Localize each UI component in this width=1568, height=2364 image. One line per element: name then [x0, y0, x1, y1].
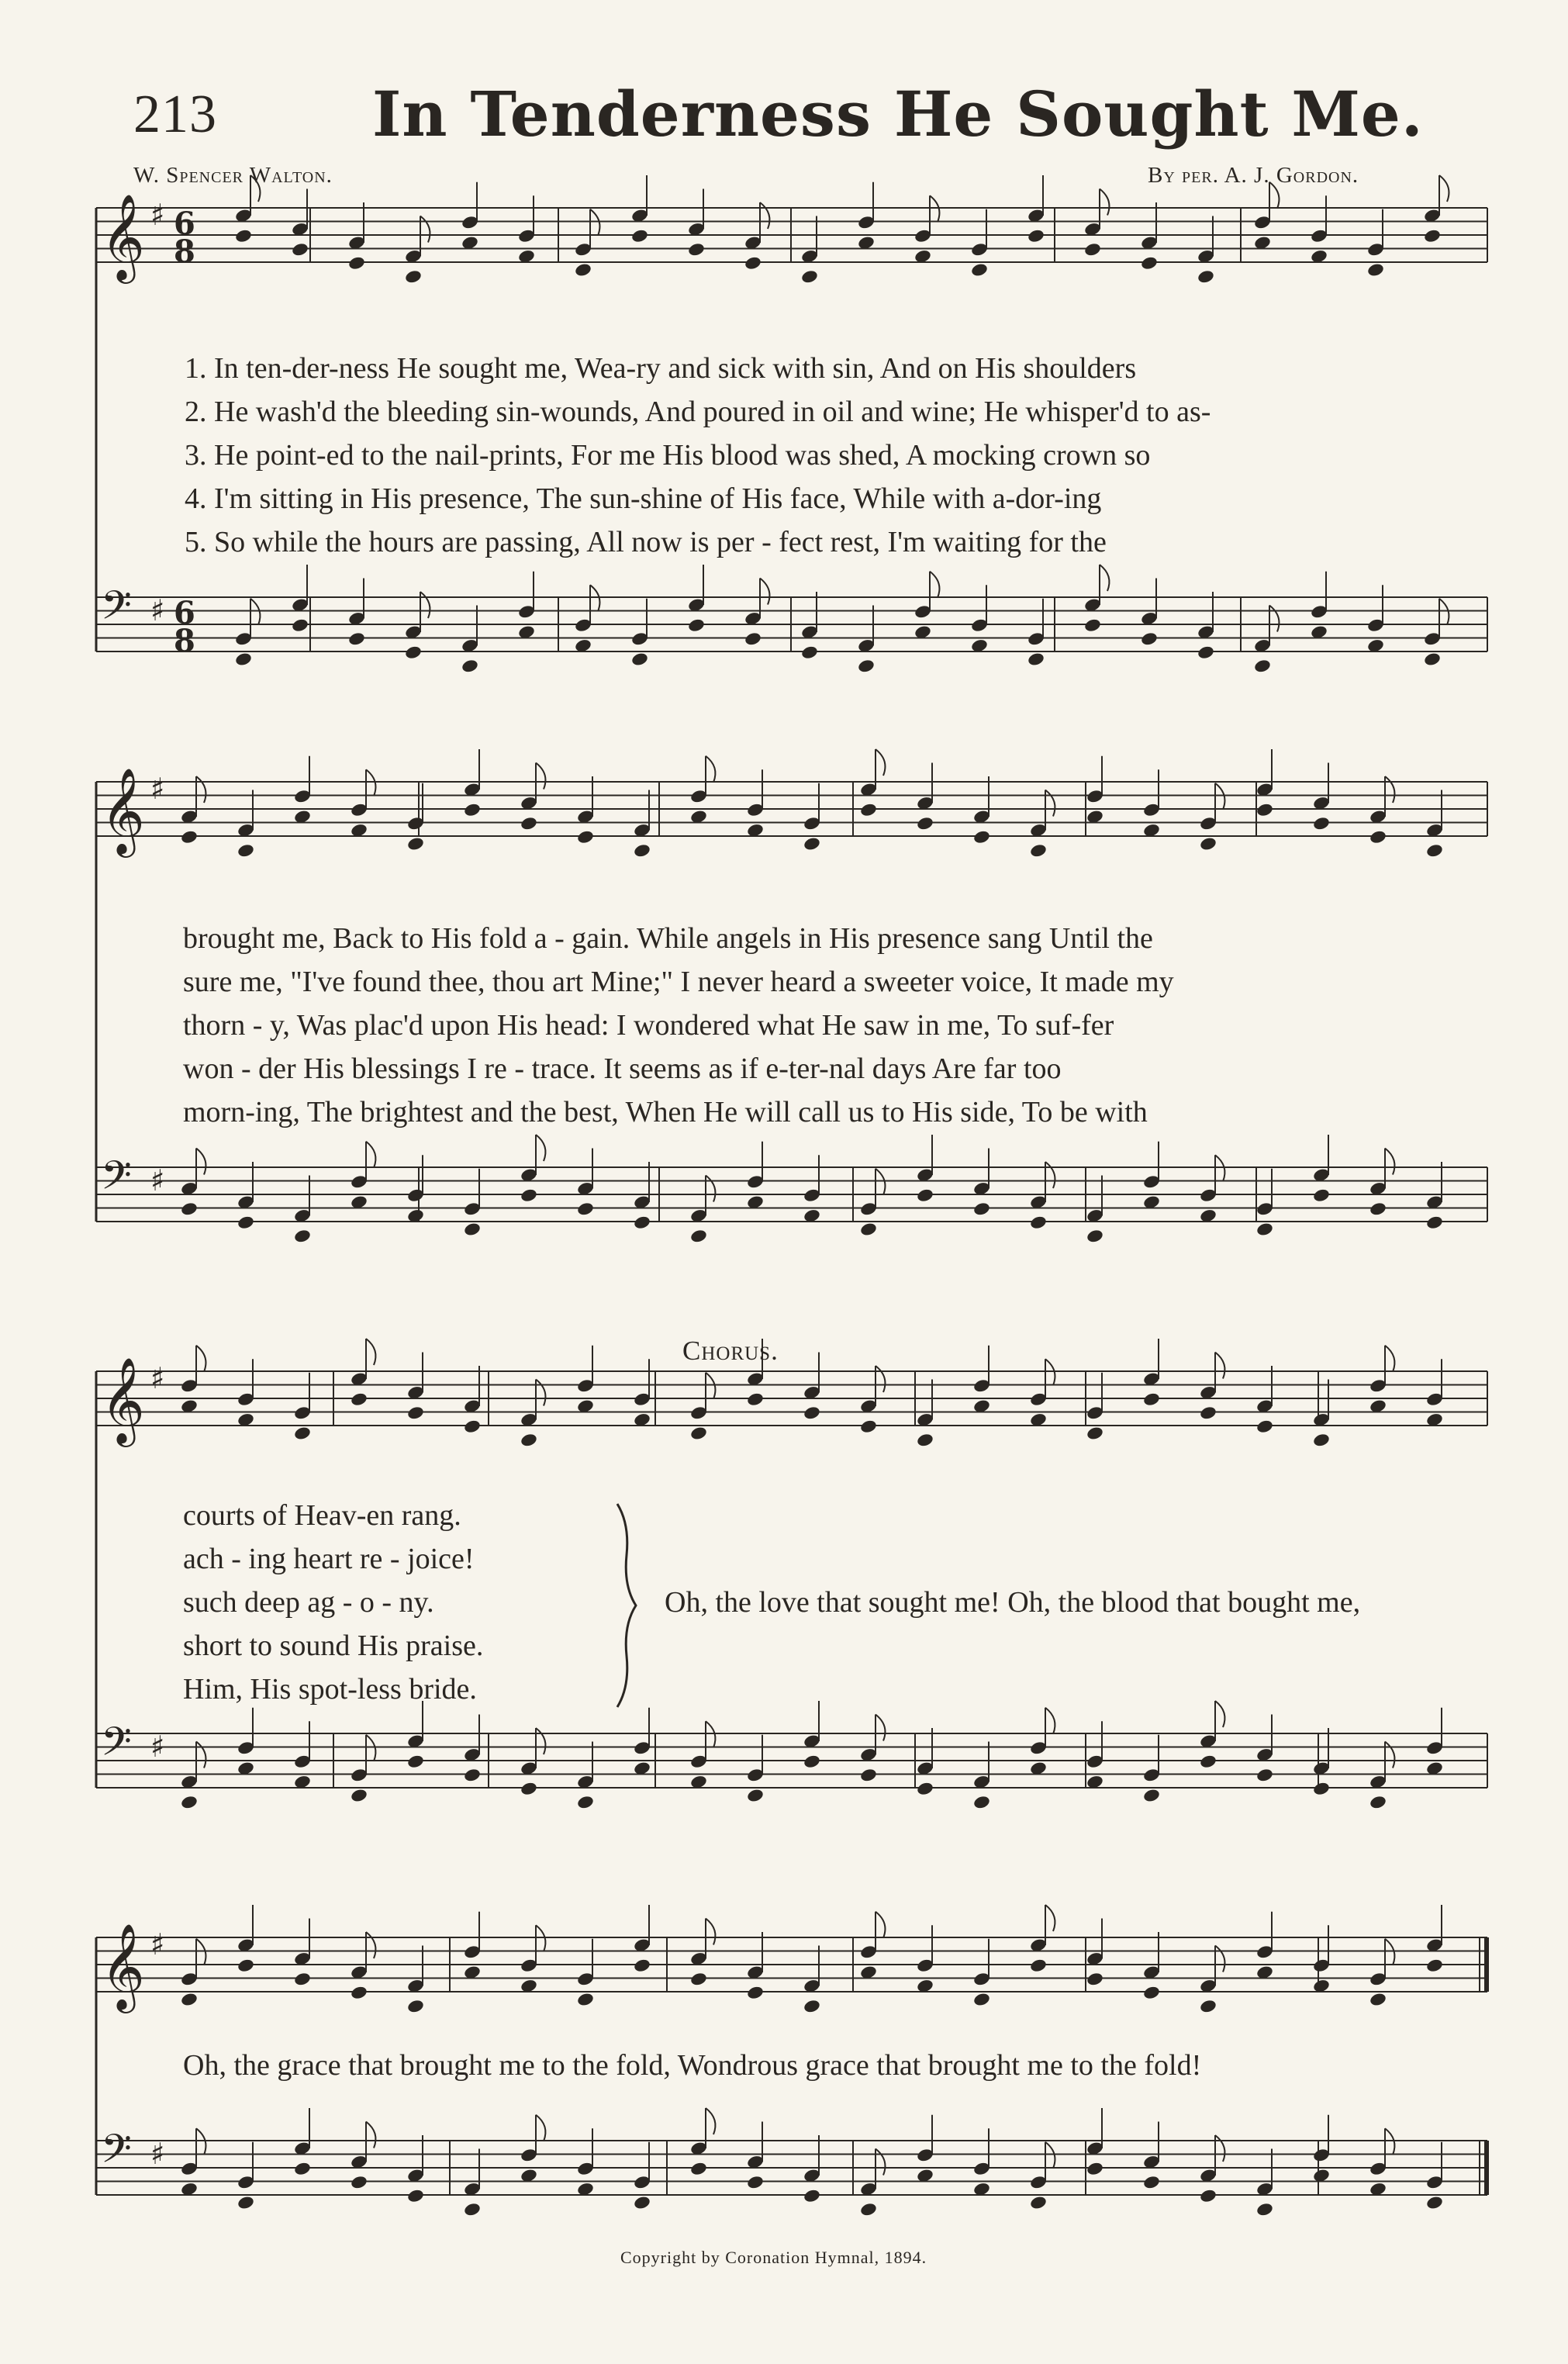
hymn-title: In Tenderness He Sought Me.: [372, 78, 1424, 150]
note-head: [1369, 1795, 1387, 1810]
lyric-verse-5-line-1: 5. So while the hours are passing, All now is per - fect rest, I'm waiting for the: [185, 526, 1107, 558]
note-head: [916, 1187, 934, 1203]
treble-clef-icon: 𝄞: [101, 1923, 145, 2010]
note-head: [350, 1985, 368, 2000]
lyric-verse-1-line-1: 1. In ten-der-ness He sought me, Wea-ry and sick with sin, And on His shoulders: [185, 352, 1137, 385]
note-flag: [1439, 599, 1449, 625]
note-head: [1029, 843, 1048, 859]
note-head: [1423, 651, 1442, 667]
note-head: [404, 645, 423, 660]
note-head: [633, 2195, 651, 2210]
note-flag: [196, 1346, 205, 1372]
note-head: [1255, 1222, 1274, 1237]
note-flag: [760, 202, 769, 229]
note-head: [234, 228, 253, 244]
note-head: [746, 1788, 765, 1803]
note-flag: [930, 572, 939, 598]
note-head: [1197, 645, 1215, 660]
note-head: [576, 829, 595, 845]
note-flag: [1215, 2135, 1224, 2162]
note-flag: [366, 769, 375, 796]
note-head: [520, 1781, 538, 1796]
note-head: [744, 255, 762, 271]
note-head: [1199, 1999, 1217, 2014]
note-head: [1425, 2195, 1444, 2210]
lyric-verse-5-line-2: morn-ing, The brightest and the best, When He will call us to His side, To be with: [183, 1096, 1148, 1128]
note-head: [1027, 228, 1045, 244]
note-head: [347, 631, 366, 647]
note-head: [350, 1788, 368, 1803]
note-flag: [1100, 189, 1109, 216]
note-head: [803, 1999, 821, 2014]
note-flag: [366, 1339, 375, 1365]
note-head: [744, 631, 762, 647]
lyric-verse-2-line-2: sure me, "I've found thee, thou art Mine;" I never heard a sweeter voice, It made my: [183, 966, 1174, 998]
note-head: [406, 1754, 425, 1769]
note-head: [293, 1229, 312, 1244]
note-head: [1142, 1985, 1161, 2000]
note-head: [1366, 262, 1385, 278]
time-signature-denominator: 8: [174, 233, 195, 270]
note-head: [859, 1768, 878, 1783]
lyric-verse-5-line-3: Him, His spot-less bride.: [183, 1673, 477, 1706]
note-head: [972, 1201, 991, 1217]
note-head: [859, 1419, 878, 1434]
verse-brace: [613, 1501, 644, 1710]
note-flag: [366, 1142, 375, 1168]
note-head: [404, 269, 423, 285]
note-head: [633, 843, 651, 859]
chorus-line-1: Oh, the love that sought me! Oh, the blood that bought me,: [665, 1586, 1361, 1619]
note-head: [1029, 1215, 1048, 1230]
note-flag: [536, 2115, 545, 2141]
note-flag: [1045, 1162, 1055, 1188]
note-head: [1029, 1958, 1048, 1973]
note-head: [687, 242, 706, 257]
note-flag: [876, 1715, 885, 1741]
note-flag: [1215, 1946, 1224, 1972]
bass-clef-icon: 𝄢: [101, 2125, 132, 2182]
note-head: [803, 1754, 821, 1769]
note-flag: [1100, 565, 1109, 591]
note-head: [1312, 1781, 1331, 1796]
note-head: [576, 1201, 595, 1217]
chorus-heading: Chorus.: [682, 1336, 779, 1366]
note-flag: [420, 216, 430, 243]
note-head: [237, 2195, 255, 2210]
note-head: [1369, 1992, 1387, 2007]
note-flag: [706, 756, 715, 783]
note-head: [1142, 1788, 1161, 1803]
note-flag: [706, 2108, 715, 2134]
note-head: [461, 658, 479, 674]
note-head: [746, 1985, 765, 2000]
note-head: [1255, 1768, 1274, 1783]
note-flag: [1385, 1939, 1394, 1965]
note-flag: [536, 1380, 545, 1406]
note-flag: [1385, 1346, 1394, 1372]
time-signature-numerator: 6: [174, 206, 195, 242]
note-flag: [760, 579, 769, 605]
note-head: [520, 1433, 538, 1448]
note-head: [916, 1433, 934, 1448]
bass-clef-icon: 𝄢: [101, 582, 132, 638]
note-head: [972, 829, 991, 845]
note-head: [406, 2188, 425, 2203]
lyric-verse-1-line-3: courts of Heav-en rang.: [183, 1499, 461, 1532]
note-head: [1255, 802, 1274, 817]
note-head: [291, 242, 309, 257]
note-head: [1083, 617, 1102, 633]
note-head: [1255, 1419, 1274, 1434]
bass-clef-icon: 𝄢: [101, 1152, 132, 1208]
note-flag: [1385, 1742, 1394, 1768]
note-head: [1027, 651, 1045, 667]
note-head: [1255, 2202, 1274, 2217]
note-head: [293, 1426, 312, 1441]
sharp-icon: ♯: [150, 1361, 165, 1395]
note-flag: [1215, 1353, 1224, 1379]
note-head: [630, 651, 649, 667]
note-head: [687, 617, 706, 633]
note-flag: [876, 1366, 885, 1392]
note-flag: [590, 209, 599, 236]
sharp-icon: ♯: [150, 1730, 165, 1764]
note-head: [916, 1781, 934, 1796]
final-barline-thick: [1484, 2141, 1489, 2195]
lyric-verse-1-line-2: brought me, Back to His fold a - gain. While angels in His presence sang Until the: [183, 922, 1153, 955]
note-flag: [1045, 1905, 1055, 1931]
note-head: [1199, 1754, 1217, 1769]
note-flag: [1045, 2142, 1055, 2169]
sharp-icon: ♯: [150, 772, 165, 806]
note-head: [859, 1222, 878, 1237]
treble-clef-icon: 𝄞: [101, 767, 145, 854]
note-head: [746, 1391, 765, 1407]
note-head: [1142, 1391, 1161, 1407]
note-flag: [196, 1149, 205, 1175]
note-flag: [590, 585, 599, 611]
note-head: [1425, 1215, 1444, 1230]
note-flag: [706, 1919, 715, 1945]
note-flag: [196, 2128, 205, 2155]
sharp-icon: ♯: [150, 2137, 165, 2171]
sharp-icon: ♯: [150, 1927, 165, 1961]
sharp-icon: ♯: [150, 1163, 165, 1198]
note-head: [1086, 1229, 1104, 1244]
note-head: [1369, 829, 1387, 845]
note-head: [520, 816, 538, 831]
note-head: [463, 2202, 482, 2217]
note-head: [1197, 269, 1215, 285]
note-flag: [536, 1925, 545, 1951]
note-head: [859, 802, 878, 817]
lyric-verse-3-line-3: such deep ag - o - ny.: [183, 1586, 434, 1619]
note-head: [746, 2175, 765, 2190]
bass-clef-icon: 𝄢: [101, 1718, 132, 1775]
note-head: [1029, 2195, 1048, 2210]
note-head: [1140, 631, 1159, 647]
note-head: [463, 1768, 482, 1783]
note-head: [972, 1795, 991, 1810]
note-head: [1199, 836, 1217, 852]
note-flag: [366, 2122, 375, 2148]
note-head: [1369, 1201, 1387, 1217]
note-head: [180, 1992, 199, 2007]
time-signature-numerator: 6: [174, 595, 195, 631]
note-flag: [1045, 790, 1055, 817]
note-head: [1086, 1426, 1104, 1441]
note-flag: [876, 749, 885, 776]
note-head: [1086, 2161, 1104, 2176]
note-flag: [536, 1135, 545, 1161]
note-head: [689, 1426, 708, 1441]
chorus-line-2: Oh, the grace that brought me to the fold, Wondrous grace that brought me to the fold!: [183, 2049, 1202, 2082]
time-signature-denominator: 8: [174, 623, 195, 659]
note-head: [520, 1187, 538, 1203]
note-head: [406, 1405, 425, 1421]
note-head: [689, 1229, 708, 1244]
note-flag: [250, 599, 260, 625]
note-flag: [536, 1728, 545, 1754]
note-head: [1425, 1958, 1444, 1973]
note-head: [234, 651, 253, 667]
note-head: [237, 843, 255, 859]
note-flag: [876, 1169, 885, 1195]
note-flag: [196, 1939, 205, 1965]
note-head: [576, 1992, 595, 2007]
note-head: [1312, 1187, 1331, 1203]
lyric-verse-4-line-2: won - der His blessings I re - trace. It seems as if e-ter-nal days Are far too: [183, 1052, 1062, 1085]
note-flag: [706, 1176, 715, 1202]
author-credit: W. Spencer Walton.: [133, 163, 333, 188]
note-head: [237, 1215, 255, 1230]
note-head: [293, 2161, 312, 2176]
note-head: [1199, 2188, 1217, 2203]
note-head: [1140, 255, 1159, 271]
note-head: [350, 2175, 368, 2190]
treble-clef-icon: 𝄞: [101, 1357, 145, 1443]
note-head: [291, 617, 309, 633]
note-flag: [706, 1373, 715, 1399]
note-flag: [876, 1912, 885, 1938]
note-head: [1312, 1433, 1331, 1448]
note-flag: [1045, 1708, 1055, 1734]
note-head: [803, 1405, 821, 1421]
note-flag: [1385, 776, 1394, 803]
lyric-verse-2-line-3: ach - ing heart re - joice!: [183, 1543, 475, 1575]
note-head: [633, 1958, 651, 1973]
note-head: [633, 1215, 651, 1230]
note-head: [630, 228, 649, 244]
note-head: [1312, 816, 1331, 831]
note-head: [1423, 228, 1442, 244]
composer-credit: By per. A. J. Gordon.: [1148, 163, 1359, 188]
lyric-verse-4-line-1: 4. I'm sitting in His presence, The sun-shine of His face, While with a-dor-ing: [185, 482, 1102, 515]
note-head: [1425, 843, 1444, 859]
note-head: [1142, 2175, 1161, 2190]
note-flag: [876, 2149, 885, 2176]
final-barline-thick: [1484, 1937, 1489, 1992]
note-head: [803, 836, 821, 852]
hymn-number: 213: [133, 85, 217, 144]
note-head: [406, 836, 425, 852]
note-head: [916, 816, 934, 831]
note-head: [576, 1795, 595, 1810]
note-head: [237, 1958, 255, 1973]
note-head: [1086, 1972, 1104, 1987]
sharp-icon: ♯: [150, 198, 165, 232]
note-flag: [250, 175, 260, 202]
note-flag: [196, 1742, 205, 1768]
note-flag: [1215, 1701, 1224, 1727]
note-flag: [420, 592, 430, 618]
note-head: [1199, 1405, 1217, 1421]
note-flag: [196, 776, 205, 803]
sharp-icon: ♯: [150, 593, 165, 627]
note-head: [1253, 658, 1272, 674]
note-flag: [366, 1932, 375, 1958]
note-flag: [1269, 606, 1279, 632]
note-head: [859, 2202, 878, 2217]
note-head: [463, 1419, 482, 1434]
lyric-verse-3-line-1: 3. He point-ed to the nail-prints, For me His blood was shed, A mocking crown so: [185, 439, 1151, 472]
note-head: [463, 802, 482, 817]
note-flag: [1045, 1359, 1055, 1385]
note-head: [350, 1391, 368, 1407]
note-flag: [706, 1721, 715, 1747]
note-head: [970, 262, 989, 278]
note-flag: [366, 1735, 375, 1761]
note-flag: [930, 195, 939, 222]
treble-clef-icon: 𝄞: [101, 193, 145, 280]
note-flag: [1385, 2128, 1394, 2155]
note-head: [803, 2188, 821, 2203]
note-head: [180, 1795, 199, 1810]
note-flag: [536, 763, 545, 790]
note-head: [1083, 242, 1102, 257]
note-flag: [1439, 175, 1449, 202]
note-head: [857, 658, 876, 674]
lyric-verse-2-line-1: 2. He wash'd the bleeding sin-wounds, And poured in oil and wine; He whisper'd to as-: [185, 396, 1211, 428]
note-head: [293, 1972, 312, 1987]
note-flag: [1269, 182, 1279, 209]
note-head: [574, 262, 592, 278]
copyright-notice: Copyright by Coronation Hymnal, 1894.: [620, 2248, 927, 2267]
note-head: [463, 1222, 482, 1237]
note-head: [972, 1992, 991, 2007]
note-flag: [1215, 783, 1224, 810]
lyric-verse-3-line-2: thorn - y, Was plac'd upon His head: I wondered what He saw in me, To suf-fer: [183, 1009, 1114, 1042]
note-head: [180, 829, 199, 845]
lyric-verse-4-line-3: short to sound His praise.: [183, 1630, 484, 1662]
note-flag: [1215, 1155, 1224, 1181]
note-head: [800, 645, 819, 660]
note-flag: [1385, 1149, 1394, 1175]
note-head: [180, 1201, 199, 1217]
note-head: [347, 255, 366, 271]
note-head: [689, 2161, 708, 2176]
note-head: [406, 1999, 425, 2014]
note-head: [800, 269, 819, 285]
note-head: [689, 1972, 708, 1987]
